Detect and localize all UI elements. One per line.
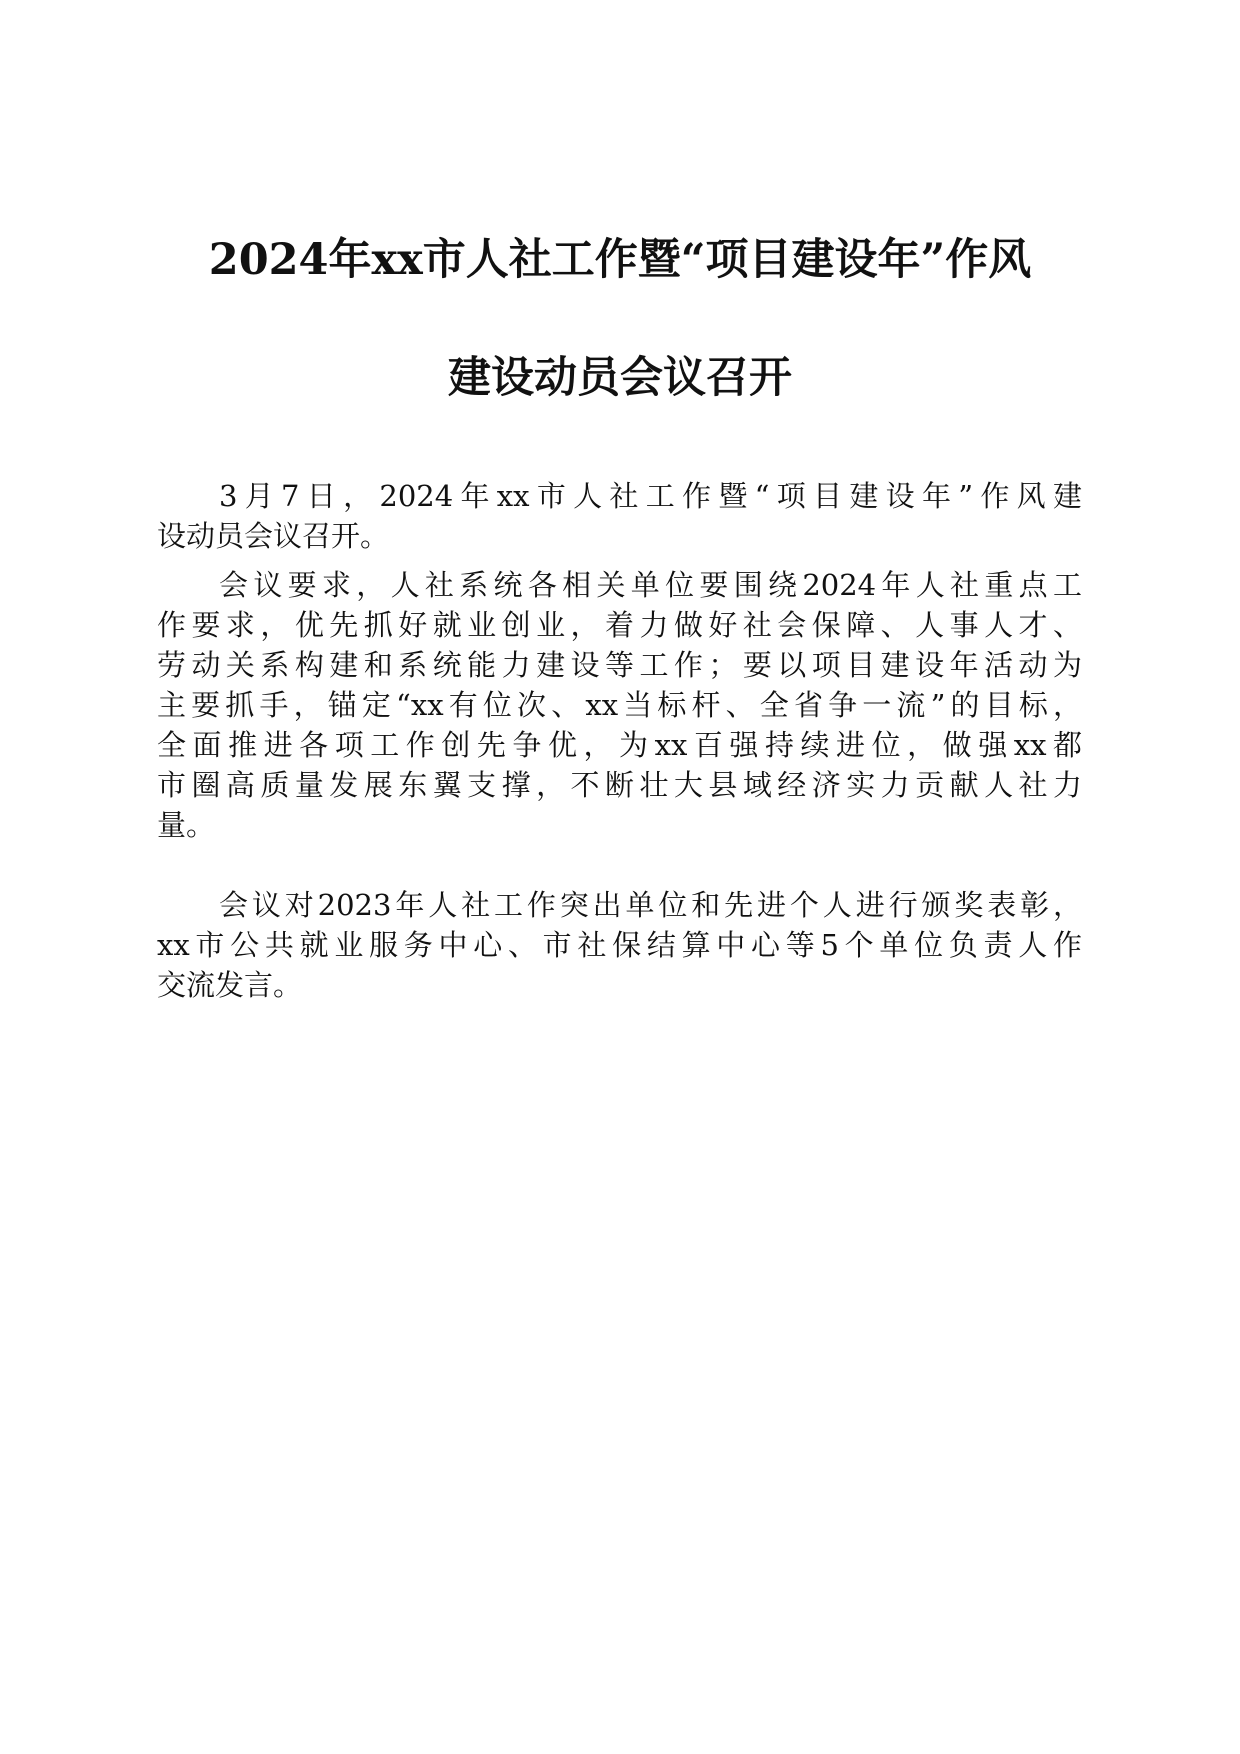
paragraph-2 (157, 565, 1082, 845)
paragraph-line: 主要抓手，锚定“xx有位次、xx当标杆、全省争一流”的目标， (157, 688, 1082, 722)
paragraph-line: 会议要求，人社系统各相关单位要围绕2024年人社重点工 (219, 568, 1082, 602)
paragraph-line: 劳动关系构建和系统能力建设等工作；要以项目建设年活动为 (157, 648, 1082, 682)
document-title-line-1: 2024年xx市人社工作暨“项目建设年”作风 (208, 235, 1032, 285)
paragraph-line: 作要求，优先抓好就业创业，着力做好社会保障、人事人才、 (157, 608, 1082, 642)
paragraph-line: 会议对2023年人社工作突出单位和先进个人进行颁奖表彰， (219, 888, 1082, 922)
paragraph-3 (157, 885, 1082, 1005)
paragraph-line: 3月7日，2024年xx市人社工作暨“项目建设年”作风建 (219, 479, 1082, 513)
paragraph-1 (157, 476, 1082, 556)
paragraph-line: 量。 (157, 808, 216, 842)
paragraph-line: 市圈高质量发展东翼支撑，不断壮大县域经济实力贡献人社力 (157, 768, 1082, 802)
paragraph-line: 全面推进各项工作创先争优，为xx百强持续进位，做强xx都 (157, 728, 1082, 762)
paragraph-line: 交流发言。 (157, 968, 303, 1002)
document-title-line-2: 建设动员会议召开 (448, 353, 792, 403)
paragraph-line: xx市公共就业服务中心、市社保结算中心等5个单位负责人作 (157, 928, 1082, 962)
paragraph-line: 设动员会议召开。 (157, 519, 390, 553)
